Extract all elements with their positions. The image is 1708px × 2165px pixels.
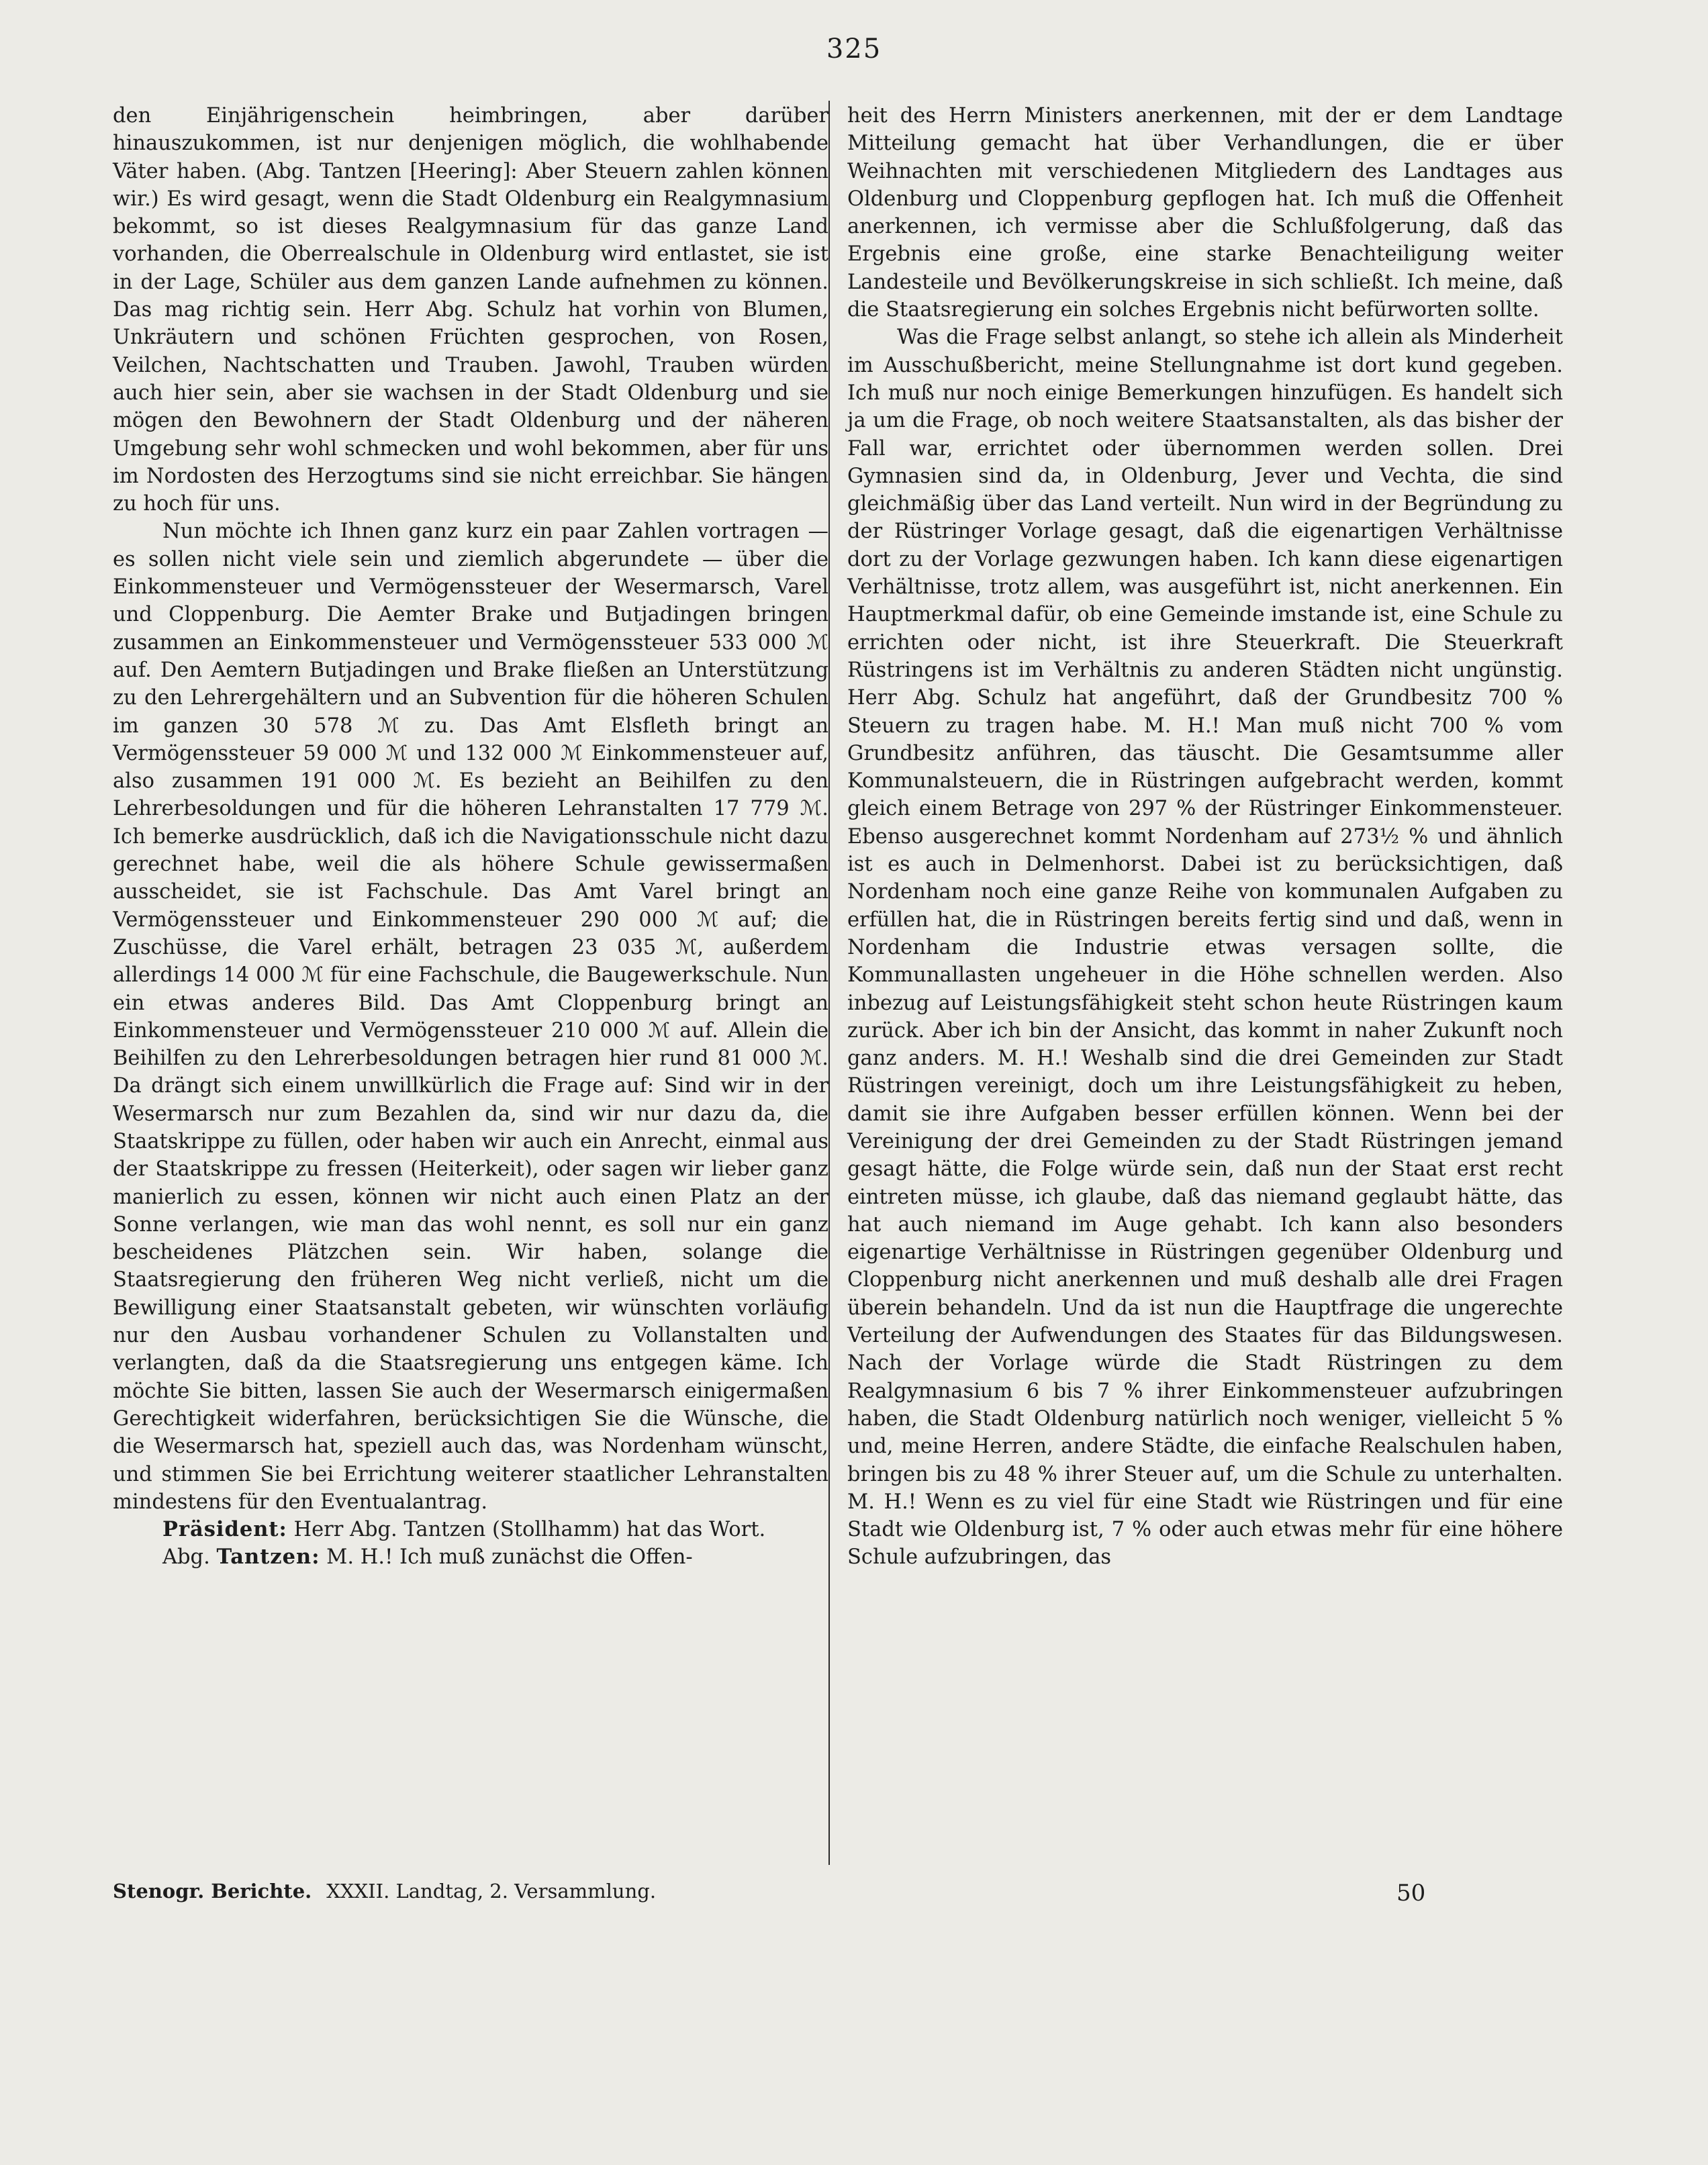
page-footer [113,1880,828,1903]
speaker-paragraph [113,1516,828,1543]
right-column [847,102,1563,1572]
speaker-prefix: Abg. [162,1545,210,1570]
footer-series-title: Stenogr. Berichte. [113,1880,312,1903]
column-divider [828,101,830,1865]
speaker-name: Präsident: [162,1517,287,1542]
footer-session: XXXII. Landtag, 2. Versammlung. [326,1880,657,1903]
paragraph: Was die Frage selbst anlangt, so stehe ich allein als Minderheit im Ausschußbericht, meine Stellungnahme ist dort kund gegeben. Ich muß nur noch einige Bemerkungen hinzufügen. Es handelt sich ja um die Frage, ob noch weitere Staatsanstalten, als das bisher der Fall war, errichtet oder übernommen werden sollen. Drei Gymnasien sind da, in Oldenburg, Jever und Vechta, die sind gleichmäßig über das Land verteilt. Nun wird in der Begründung zu der Rüstringer Vorlage gesagt, daß die eigenartigen Verhältnisse dort zu der Vorlage gezwungen haben. Ich kann diese eigenartigen Verhältnisse, trotz allem, was ausgeführt ist, nicht anerkennen. Ein Hauptmerkmal dafür, ob eine Gemeinde imstande ist, eine Schule zu errichten oder nicht, ist ihre Steuerkraft. Die Steuerkraft Rüstringens ist im Verhältnis zu anderen Städten nicht ungünstig. Herr Abg. Schulz hat angeführt, daß der Grundbesitz 700 % Steuern zu tragen habe. M. H.! Man muß nicht 700 % vom Grundbesitz anführen, das täuscht. Die Gesamtsumme aller Kommunalsteuern, die in Rüstringen aufgebracht werden, kommt gleich einem Betrage von 297 % der Rüstringer Einkommensteuer. Ebenso ausgerechnet kommt Nordenham auf 273½ % und ähnlich ist es auch in Delmenhorst. Dabei ist zu berücksichtigen, daß Nordenham noch eine ganze Reihe von kommunalen Aufgaben zu erfüllen hat, die in Rüstringen bereits fertig sind und daß, wenn in Nordenham die Industrie etwas versagen sollte, die Kommunallasten ungeheuer in die Höhe schnellen werden. Also inbezug auf Leistungsfähigkeit steht schon heute Rüstringen kaum zurück. Aber ich bin der Ansicht, das kommt in naher Zukunft noch ganz anders. M. H.! Weshalb sind die drei Gemeinden zur Stadt Rüstringen vereinigt, doch um ihre Leistungsfähigkeit zu heben, damit sie ihre Aufgaben besser erfüllen können. Wenn bei der Vereinigung der drei Gemeinden zu der Stadt Rüstringen jemand gesagt hätte, die Folge würde sein, daß nun der Staat erst recht eintreten müsse, ich glaube, daß das niemand geglaubt hätte, das hat auch niemand im Auge gehabt. Ich kann also besonders eigenartige Verhältnisse in Rüstringen gegenüber Oldenburg und Cloppenburg nicht anerkennen und muß deshalb alle drei Fragen überein behandeln. Und da ist nun die Hauptfrage die ungerechte Verteilung der Aufwendungen des Staates für das Bildungswesen. Nach der Vorlage würde die Stadt Rüstringen zu dem Realgymnasium 6 bis 7 % ihrer Einkommensteuer aufzubringen haben, die Stadt Oldenburg natürlich noch weniger, vielleicht 5 % und, meine Herren, andere Städte, die einfache Realschulen haben, bringen bis zu 48 % ihrer Steuer auf, um die Schule zu unterhalten. M. H.! Wenn es zu viel für eine Stadt wie Rüstringen und für eine Stadt wie Oldenburg ist, 7 % oder auch etwas mehr für eine höhere Schule aufzubringen, das [847,326,1563,1570]
speaker-name: Tantzen: [216,1545,320,1570]
left-column [113,102,828,1572]
speaker-paragraph [113,1543,828,1571]
speech-text: M. H.! Ich muß zunächst die Offen- [326,1545,693,1570]
paragraph: den Einjährigenschein heimbringen, aber darüber hinauszukommen, ist nur denjenigen möglich, die wohlhabende Väter haben. (Abg. Tantzen [Heering]: Aber Steuern zahlen können wir.) Es wird gesagt, wenn die Stadt Oldenburg ein Realgymnasium bekommt, so ist dieses Realgymnasium für das ganze Land vorhanden, die Oberrealschule in Oldenburg wird entlastet, sie ist in der Lage, Schüler aus dem ganzen Lande aufnehmen zu können. Das mag richtig sein. Herr Abg. Schulz hat vorhin von Blumen, Unkräutern und schönen Früchten gesprochen, von Rosen, Veilchen, Nachtschatten und Trauben. Jawohl, Trauben würden auch hier sein, aber sie wachsen in der Stadt Oldenburg und sie mögen den Bewohnern der Stadt Oldenburg und der näheren Umgebung sehr wohl schmecken und wohl bekommen, aber für uns im Nordosten des Herzogtums sind sie nicht erreichbar. Sie hängen zu hoch für uns. [113,104,828,516]
page-number: 325 [826,34,882,64]
speech-text: Herr Abg. Tantzen (Stollhamm) hat das Wort. [293,1518,766,1542]
paragraph: heit des Herrn Ministers anerkennen, mit der er dem Landtage Mitteilung gemacht hat über Verhandlungen, die er über Weihnachten mit verschiedenen Mitgliedern des Landtages aus Oldenburg und Cloppenburg gepflogen hat. Ich muß die Offenheit anerkennen, ich vermisse aber die Schlußfolgerung, daß das Ergebnis eine große, eine starke Benachteiligung weiter Landesteile und Bevölkerungskreise in sich schließt. Ich meine, daß die Staatsregierung ein solches Ergebnis nicht befürworten sollte. [847,104,1563,322]
sheet-number: 50 [1396,1880,1426,1907]
paragraph: Nun möchte ich Ihnen ganz kurz ein paar Zahlen vortragen — es sollen nicht viele sein und ziemlich abgerundete — über die Einkommensteuer und Vermögenssteuer der Wesermarsch, Varel und Cloppenburg. Die Aemter Brake und Butjadingen bringen zusammen an Einkommensteuer und Vermögenssteuer 533 000 ℳ auf. Den Aemtern Butjadingen und Brake fließen an Unterstützung zu den Lehrergehältern und an Subvention für die höheren Schulen im ganzen 30 578 ℳ zu. Das Amt Elsfleth bringt an Vermögenssteuer 59 000 ℳ und 132 000 ℳ Einkommensteuer auf, also zusammen 191 000 ℳ. Es bezieht an Beihilfen zu den Lehrerbesoldungen und für die höheren Lehranstalten 17 779 ℳ. Ich bemerke ausdrücklich, daß ich die Navigationsschule nicht dazu gerechnet habe, weil die als höhere Schule gewissermaßen ausscheidet, sie ist Fachschule. Das Amt Varel bringt an Vermögenssteuer und Einkommensteuer 290 000 ℳ auf; die Zuschüsse, die Varel erhält, betragen 23 035 ℳ, außerdem allerdings 14 000 ℳ für eine Fachschule, die Baugewerkschule. Nun ein etwas anderes Bild. Das Amt Cloppenburg bringt an Einkommensteuer und Vermögenssteuer 210 000 ℳ auf. Allein die Beihilfen zu den Lehrerbesoldungen betragen hier rund 81 000 ℳ. Da drängt sich einem unwillkürlich die Frage auf: Sind wir in der Wesermarsch nur zum Bezahlen da, sind wir nur dazu da, die Staatskrippe zu füllen, oder haben wir auch ein Anrecht, einmal aus der Staatskrippe zu fressen (Heiterkeit), oder sagen wir lieber ganz manierlich zu essen, können wir nicht auch einen Platz an der Sonne verlangen, wie man das wohl nennt, es soll nur ein ganz bescheidenes Plätzchen sein. Wir haben, solange die Staatsregierung den früheren Weg nicht verließ, nicht um die Bewilligung einer Staatsanstalt gebeten, wir wünschten vorläufig nur den Ausbau vorhandener Schulen zu Vollanstalten und verlangten, daß da die Staatsregierung uns entgegen käme. Ich möchte Sie bitten, lassen Sie auch der Wesermarsch einigermaßen Gerechtigkeit widerfahren, berücksichtigen Sie die Wünsche, die die Wesermarsch hat, speziell auch das, was Nordenham wünscht, und stimmen Sie bei Errichtung weiterer staatlicher Lehranstalten mindestens für den Eventualantrag. [113,520,828,1514]
